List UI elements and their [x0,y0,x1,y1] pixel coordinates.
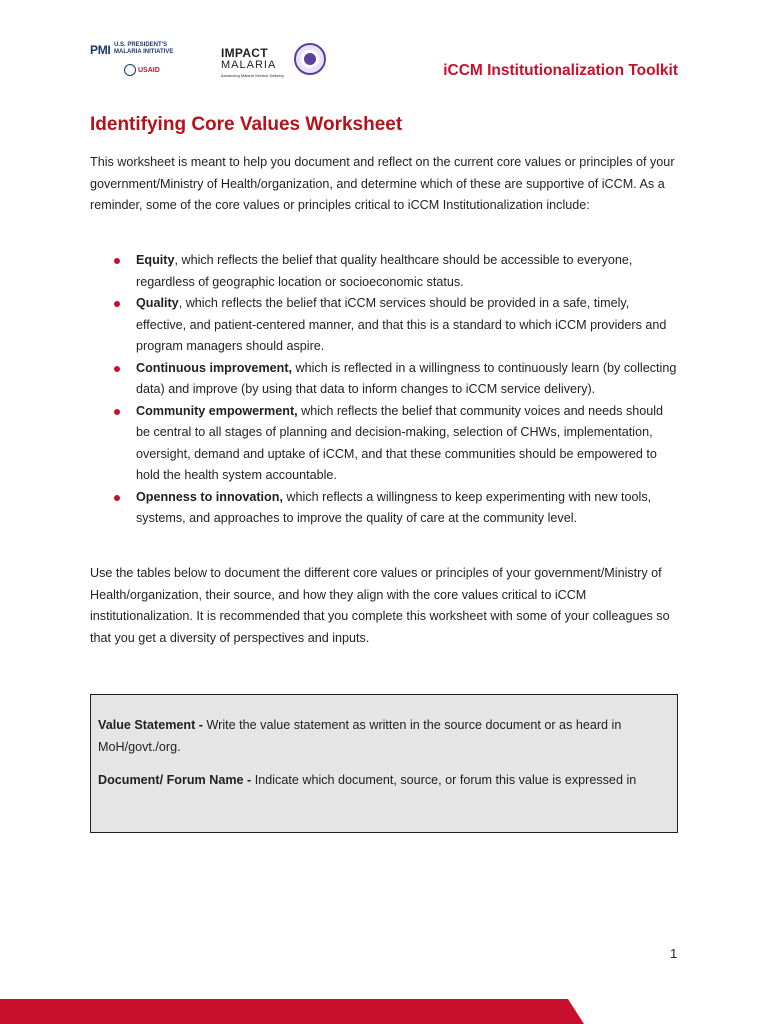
bullet-icon [114,409,120,415]
intro-paragraph: This worksheet is meant to help you document and reflect on the current core values or principles of your government/Ministry of Health/organization, and determine which of these are supportive of iCCM. As a reminder, some of the core values or principles critical to iCCM Institutionalization include: [90,155,675,212]
impact-logo-line1: IMPACT [221,46,268,60]
value-statement-label: Value Statement - [98,718,203,732]
value-statement-row [98,715,670,758]
impact-malaria-logo [221,40,285,86]
pmi-logo-line2: MALARIA INITIATIVE [114,49,174,55]
usaid-seal-icon [124,64,136,76]
list-item [90,250,680,293]
impact-logo-line2: MALARIA [221,59,277,71]
pmi-logo-mark: PMI [90,43,111,57]
list-item [90,358,680,401]
list-item-text: , which reflects the belief that iCCM services should be provided in a safe, timely, effective, and patient-centered manner, and that this is a standard to which iCCM providers and program managers should aspire. [136,296,667,353]
bullet-icon [114,495,120,501]
partner-seal-logo [294,43,326,75]
list-item [90,487,680,530]
page-header [90,40,678,90]
document-name-text: Indicate which document, source, or forum this value is expressed in [251,773,637,787]
usaid-logo-text: USAID [138,66,160,74]
pmi-logo-subtitle [114,42,194,56]
page-number: 1 [670,946,678,961]
bullet-icon [114,258,120,264]
list-item-term: Continuous improvement, [136,360,293,375]
value-statement-text: Write the value statement as written in the source document or as heard in MoH/govt./org. [98,718,622,754]
list-item-text: which reflects a willingness to keep experimenting with new tools, systems, and approaches to improve the quality of care at the community level. [136,489,652,525]
core-values-list [90,250,680,530]
list-item-text: which reflects the belief that community voices and needs should be central to all stages of planning and decision-making, selection of CHWs, implementation, oversight, demand and uptake of iCCM, and that these communities should be empowered to hold the health system accountable. [136,403,664,482]
footer-red-band [0,999,584,1024]
bullet-icon [114,301,120,307]
list-item-text: , which reflects the belief that quality healthcare should be accessible to everyone, regardless of geographic location or socioeconomic status. [136,253,633,289]
value-statement-box [90,694,678,833]
impact-logo-tagline: Advancing Malaria Service Delivery [221,73,284,78]
list-item-term: Quality [136,296,179,310]
document-name-row [98,770,670,792]
page-title: Identifying Core Values Worksheet [90,114,403,135]
list-item-term: Equity [136,253,175,267]
pmi-logo [90,40,208,84]
list-item [90,401,680,487]
pmi-logo-line1: U.S. PRESIDENT'S [114,42,168,48]
partner-seal-icon [304,53,316,65]
list-item-term: Community empowerment, [136,403,298,418]
bullet-icon [114,366,120,372]
footer-band [0,999,768,1024]
list-item [90,293,680,358]
document-name-label: Document/ Forum Name - [98,773,252,787]
usaid-logo [124,64,160,76]
toolkit-title: iCCM Institutionalization Toolkit [443,62,678,79]
list-item-term: Openness to innovation, [136,489,283,504]
outro-paragraph: Use the tables below to document the different core values or principles of your government/Ministry of Health/organization, their source, and how they align with the core values critical to iCCM institutionalization. It is recommended that you complete this worksheet with some of your colleagues so that you get a diversity of perspectives and inputs. [90,566,670,645]
list-item-text: which is reflected in a willingness to continuously learn (by collecting data) and improve (by using that data to inform changes to iCCM service delivery). [136,360,677,396]
